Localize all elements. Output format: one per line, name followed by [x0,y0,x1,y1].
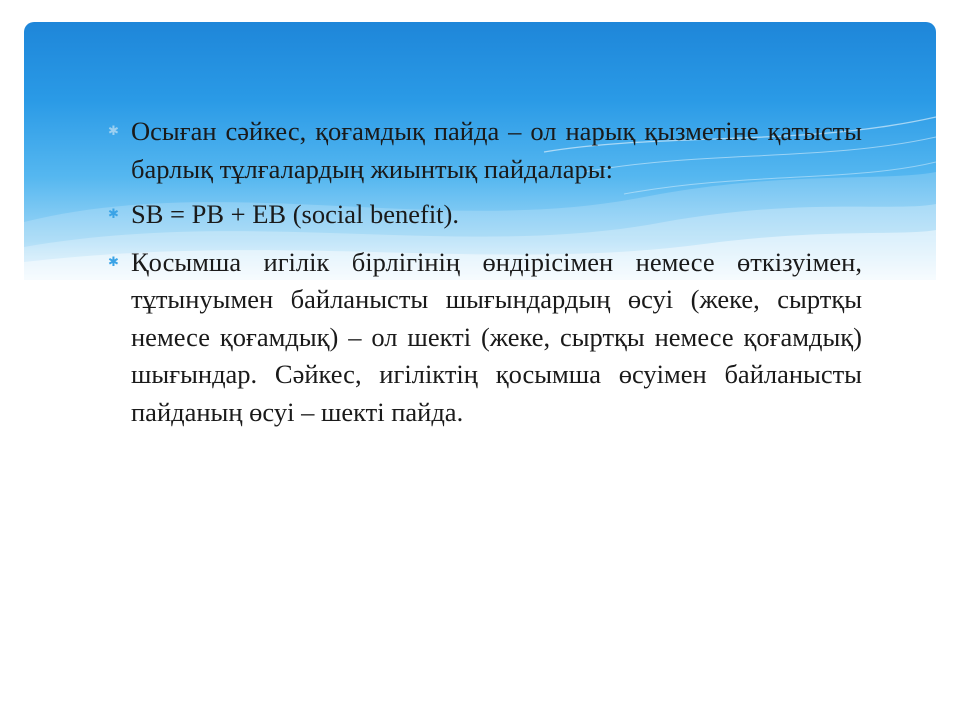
bullet-text: Қосымша игілік бірлігінің өндірісімен немесе өткізуімен, тұтынуымен байланысты шығындардың өсуі (жеке, сыртқы немесе қоғамдық) – ол шекті (жеке, сыртқы немесе қоғамдық) шығындар. Сәйкес, игіліктің қосымша өсуімен байланысты пайданың өсуі – шекті пайда. [131,246,862,427]
bullet-item [108,244,862,432]
asterisk-bullet-icon: ✱ [108,124,119,139]
bullet-list [108,113,862,431]
asterisk-bullet-icon: ✱ [108,254,119,270]
bullet-text: SB = PB + EB (social benefit). [131,199,459,229]
bullet-item [108,113,862,188]
bullet-text: Осыған сәйкес, қоғамдық пайда – ол нарық қызметіне қатысты барлық тұлғалардың жиынтық пайдалары: [131,116,862,184]
bullet-item [108,196,862,234]
asterisk-bullet-icon: ✱ [108,207,119,222]
